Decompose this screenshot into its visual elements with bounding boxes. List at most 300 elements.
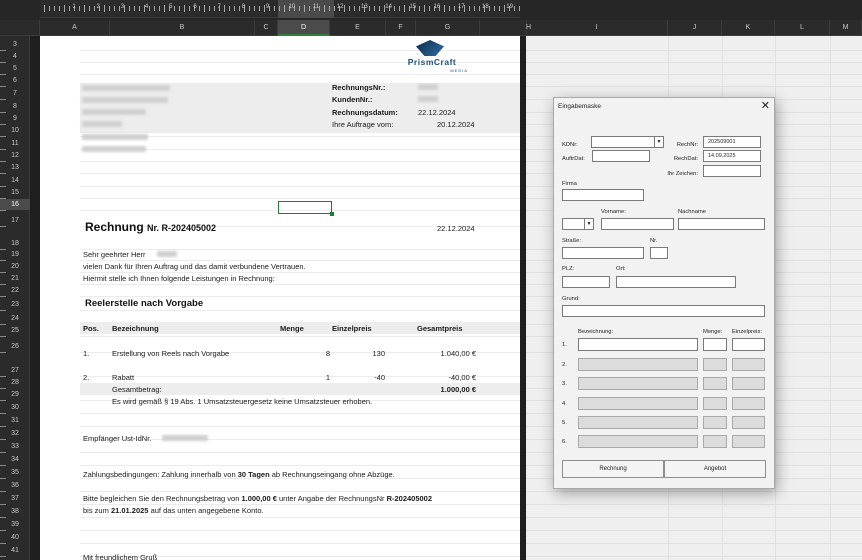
chevron-down-icon[interactable]: ▼ (654, 137, 663, 147)
row-header-39[interactable]: 39 (11, 521, 19, 528)
line-number: 4. (562, 401, 567, 407)
line-einzelpreis-input[interactable] (732, 338, 765, 351)
column-header-c[interactable]: C (255, 20, 278, 36)
ruler-tick (134, 6, 135, 11)
ruler-number: 2 (96, 4, 100, 10)
row-header-23[interactable]: 23 (11, 301, 19, 308)
row-header-9[interactable]: 9 (13, 115, 17, 122)
input-dialog (553, 97, 775, 489)
column-header-j[interactable]: J (668, 20, 722, 36)
ruler-tick (449, 6, 450, 11)
row-header-15[interactable]: 15 (11, 189, 19, 196)
ruler-tick (324, 5, 325, 12)
row-divider (0, 491, 6, 492)
redacted-address-5 (82, 134, 148, 140)
row-header-35[interactable]: 35 (11, 469, 19, 476)
row-divider (0, 465, 6, 466)
line-number: 1. (562, 342, 567, 348)
row-divider (0, 173, 6, 174)
line-number: 6. (562, 439, 567, 445)
redacted-address-2 (82, 97, 168, 103)
line-einzelpreis-input[interactable] (732, 377, 765, 390)
ruler-tick (249, 6, 250, 11)
row-divider (0, 226, 6, 227)
ruler-tick (454, 6, 455, 11)
ruler-tick (204, 5, 205, 12)
ruler-tick (279, 6, 280, 11)
ruler-tick (424, 5, 425, 12)
column-header (0, 20, 862, 36)
payment-request: Bitte begleichen Sie den Rechnungsbetrag von 1.000,00 € unter Angabe der RechnungsNr R-202405002 (83, 494, 433, 503)
row-divider (0, 543, 6, 544)
ruler-tick (69, 6, 70, 11)
ruler-tick (84, 5, 85, 12)
row2-einzel: -40 (374, 373, 385, 382)
auftrag-value: 20.12.2024 (437, 120, 475, 129)
ruler-tick (234, 6, 235, 11)
grund-input[interactable] (562, 305, 765, 317)
letter-line-1: vielen Dank für Ihren Auftrag und das damit verbundene Vertrauen. (83, 262, 306, 271)
column-header-m[interactable]: M (830, 20, 862, 36)
line-bezeichnung-input[interactable] (578, 416, 698, 429)
line-bezeichnung-input[interactable] (578, 435, 698, 448)
ruler-tick (89, 6, 90, 11)
redacted-address-3 (82, 109, 146, 115)
subject-heading: Reelerstelle nach Vorgabe (85, 298, 204, 309)
ruler-number: 12 (336, 4, 344, 10)
grid-line (80, 249, 520, 250)
ruler-tick (474, 6, 475, 11)
ruler-tick (214, 6, 215, 11)
ruler-tick (64, 5, 65, 12)
ruler-tick (49, 6, 50, 11)
grid-line (80, 491, 520, 492)
ruler-tick (174, 6, 175, 11)
grid-line (80, 310, 520, 311)
line-menge-input[interactable] (703, 338, 727, 351)
line-bezeichnung-input[interactable] (578, 377, 698, 390)
ruler-tick (104, 5, 105, 12)
ruler-tick (349, 6, 350, 11)
row-header-13[interactable]: 13 (11, 164, 19, 171)
row-header-37[interactable]: 37 (11, 495, 19, 502)
grid-line (80, 426, 520, 427)
row-divider (0, 352, 6, 353)
row-divider (0, 400, 6, 401)
einzelpreis-label: Einzelpreis: (732, 329, 762, 335)
row-header-5[interactable]: 5 (13, 65, 17, 72)
chevron-down-icon[interactable]: ▼ (584, 219, 593, 229)
ruler-tick (79, 6, 80, 11)
row-header-12[interactable]: 12 (11, 152, 19, 159)
rechnung-button[interactable]: Rechnung (562, 460, 664, 478)
row-divider (0, 99, 6, 100)
th-pos: Pos. (83, 324, 99, 333)
zeichen-input[interactable] (703, 165, 761, 177)
ruler-number: 1 (72, 4, 76, 10)
logo-sub: MEDIA (450, 68, 468, 73)
auftrdat-label: AuftrDat: (562, 156, 585, 162)
row1-menge: 8 (325, 349, 330, 358)
nr-input[interactable] (650, 247, 668, 259)
row-header-36[interactable]: 36 (11, 482, 19, 489)
auftrag-label: Ihre Auftrage vom: (332, 120, 394, 129)
strasse-input[interactable] (562, 247, 644, 259)
ruler-number: 14 (385, 4, 392, 10)
row2-pos: 2. (83, 373, 90, 382)
plz-input[interactable] (562, 276, 610, 288)
grid-line (775, 36, 776, 560)
grid-line (526, 504, 862, 505)
column-header-b[interactable]: B (110, 20, 255, 36)
row-header-11[interactable]: 11 (11, 140, 19, 147)
grid-line (80, 452, 520, 453)
ruler-tick (469, 6, 470, 11)
grid-line (80, 413, 520, 414)
logo-name: PrismCraft (407, 57, 457, 67)
logo-prism-icon (416, 40, 444, 56)
plz-label: PLZ: (562, 266, 575, 272)
horizontal-ruler (40, 0, 520, 18)
rechnr-input[interactable]: 202509001 (703, 136, 761, 148)
grid-line (80, 530, 520, 531)
nachname-label: Nachname (678, 209, 707, 215)
row-divider (0, 556, 6, 557)
ruler-tick (394, 6, 395, 11)
zeichen-label: Ihr Zeichen: (667, 171, 698, 177)
grid-line (80, 296, 520, 297)
grid-line (80, 465, 520, 466)
rechnungsdatum-value: 22.12.2024 (418, 108, 456, 117)
ruler-number: 11 (312, 4, 320, 10)
grid-line (830, 36, 831, 560)
th-menge: Menge (280, 324, 304, 333)
payment-deadline: bis zum 21.01.2025 auf das unten angegebene Konto. (83, 506, 264, 515)
row-divider (0, 296, 6, 297)
vorname-input[interactable] (601, 218, 674, 230)
grid-line (80, 272, 520, 273)
row-header-8[interactable]: 8 (13, 103, 17, 110)
row-header-25[interactable]: 25 (11, 327, 19, 334)
row-divider (0, 439, 6, 440)
active-cell[interactable] (278, 201, 332, 214)
ruler-tick (199, 6, 200, 11)
vorname-label: Vorname: (601, 209, 626, 215)
rechnungsnr-label: RechnungsNr.: (332, 83, 386, 92)
ruler-tick (319, 6, 320, 11)
rechdat-label: RechDat: (673, 156, 698, 162)
grid-line (80, 504, 520, 505)
th-gesamtpreis: Gesamtpreis (417, 324, 463, 333)
total-label: Gesamtbetrag: (112, 385, 162, 394)
ruler-tick (259, 6, 260, 11)
row-header-24[interactable]: 24 (11, 315, 19, 322)
row-divider (0, 136, 6, 137)
column-header-a[interactable]: A (40, 20, 110, 36)
ruler-tick (209, 6, 210, 11)
row-header-20[interactable]: 20 (11, 263, 19, 270)
ruler-tick (489, 6, 490, 11)
line-menge-input[interactable] (703, 416, 727, 429)
ruler-tick (329, 6, 330, 11)
ruler-tick (499, 6, 500, 11)
column-header-l[interactable]: L (775, 20, 830, 36)
row2-menge: 1 (325, 373, 330, 382)
row-header-22[interactable]: 22 (11, 287, 19, 294)
row-header-19[interactable]: 19 (11, 251, 19, 258)
ruler-tick (149, 6, 150, 11)
row-header-29[interactable]: 29 (11, 391, 19, 398)
row-header-30[interactable]: 30 (11, 404, 19, 411)
ruler-tick (274, 6, 275, 11)
ruler-tick (514, 6, 515, 11)
row-header-6[interactable]: 6 (13, 77, 17, 84)
line-number: 3. (562, 381, 567, 387)
letter-line-2: Hiermit stelle ich Ihnen folgende Leistungen in Rechnung: (83, 274, 275, 283)
ruler-tick (154, 6, 155, 11)
grid-line (526, 62, 862, 63)
column-header-g[interactable]: G (416, 20, 480, 36)
ruler-tick (179, 6, 180, 11)
kdnr-combobox[interactable] (591, 136, 664, 148)
close-icon[interactable]: ✕ (760, 100, 770, 112)
line-menge-input[interactable] (703, 358, 727, 371)
row-header-14[interactable]: 14 (11, 177, 19, 184)
line-number: 2. (562, 362, 567, 368)
nr-label: Nr. (650, 238, 658, 244)
ruler-tick (344, 5, 345, 12)
row2-bez: Rabatt (112, 373, 135, 382)
line-menge-input[interactable] (703, 435, 727, 448)
ruler-tick (184, 5, 185, 12)
ruler-tick (404, 5, 405, 12)
ruler-tick (229, 6, 230, 11)
redacted-name (157, 251, 177, 257)
kdnr-label: KDNr: (562, 142, 578, 148)
grid-line (526, 517, 862, 518)
ruler-tick (309, 6, 310, 11)
column-header-f[interactable]: F (386, 20, 416, 36)
row-header-41[interactable]: 41 (11, 547, 19, 554)
row1-pos: 1. (83, 349, 90, 358)
grid-line (80, 186, 520, 187)
row-divider (0, 452, 6, 453)
ruler-tick (504, 5, 505, 12)
ruler-tick (359, 6, 360, 11)
row1-einzel: 130 (372, 349, 385, 358)
grid-line (526, 530, 862, 531)
row-header-28[interactable]: 28 (11, 379, 19, 386)
row-divider (0, 86, 6, 87)
th-bezeichnung: Bezeichnung (112, 324, 159, 333)
ruler-tick (519, 6, 520, 11)
row1-bez: Erstellung von Reels nach Vorgabe (112, 349, 230, 358)
ruler-tick (114, 6, 115, 11)
ruler-tick (379, 6, 380, 11)
ruler-tick (264, 5, 265, 12)
line-einzelpreis-input[interactable] (732, 416, 765, 429)
ruler-number: 18 (482, 4, 489, 10)
grid-line (80, 74, 520, 75)
row-divider (0, 504, 6, 505)
row-divider (0, 530, 6, 531)
ruler-tick (94, 6, 95, 11)
grid-line (526, 543, 862, 544)
kundennr-label: KundenNr.: (332, 95, 373, 104)
row-header-3[interactable]: 3 (13, 41, 17, 48)
ruler-number: 8 (241, 4, 246, 10)
row1-gesamt: 1.040,00 € (440, 349, 476, 358)
grid-line (80, 149, 520, 150)
ruler-tick (399, 6, 400, 11)
ruler-tick (284, 5, 285, 12)
ruler-tick (354, 6, 355, 11)
ruler-number: 13 (361, 4, 368, 10)
grid-line (80, 336, 520, 337)
row-divider (0, 517, 6, 518)
row-header-34[interactable]: 34 (11, 456, 19, 463)
strasse-label: Straße: (562, 238, 582, 244)
line-bezeichnung-input[interactable] (578, 358, 698, 371)
ruler-tick (479, 6, 480, 11)
ruler-number: 19 (506, 4, 513, 10)
ort-input[interactable] (616, 276, 736, 288)
invoice-number: Nr. R-202405002 (147, 223, 217, 233)
row-header (0, 36, 30, 560)
ruler-number: 5 (169, 4, 173, 10)
rechnungsdatum-label: Rechnungsdatum: (332, 108, 398, 117)
ruler-tick (44, 5, 45, 12)
redacted-address-4 (82, 121, 122, 127)
ruler-tick (369, 6, 370, 11)
grund-label: Grund: (562, 296, 580, 302)
select-all-corner[interactable] (0, 20, 40, 36)
row-divider (0, 310, 6, 311)
line-einzelpreis-input[interactable] (732, 435, 765, 448)
page-gutter (30, 36, 40, 560)
row-header-4[interactable]: 4 (13, 53, 17, 60)
column-header-k[interactable]: K (722, 20, 775, 36)
rechnr-label: RechNr: (676, 142, 698, 148)
row2-gesamt: -40,00 € (448, 373, 476, 382)
ruler-number: 7 (217, 4, 221, 10)
grid-line (80, 543, 520, 544)
ruler-number: 17 (457, 4, 465, 10)
line-menge-input[interactable] (703, 377, 727, 390)
grid-line (526, 50, 862, 51)
ruler-tick (159, 6, 160, 11)
row-header-7[interactable]: 7 (13, 90, 17, 97)
ruler-selection-highlight (278, 0, 334, 18)
redacted-kundennr (418, 96, 438, 102)
total-value: 1.000,00 € (440, 385, 476, 394)
row-header-16[interactable]: 16 (0, 199, 30, 210)
invoice-date: 22.12.2024 (437, 224, 475, 233)
ruler-tick (304, 5, 305, 12)
ruler-number: 10 (288, 4, 296, 10)
ruler-number: 9 (265, 4, 270, 10)
row-header-26[interactable]: 26 (11, 343, 19, 350)
column-header-d[interactable]: D (278, 20, 330, 36)
row-divider (0, 413, 6, 414)
redacted-address-1 (82, 85, 170, 91)
ruler-tick (189, 6, 190, 11)
row-divider (0, 426, 6, 427)
ruler-tick (124, 5, 125, 12)
row-header-40[interactable]: 40 (11, 534, 19, 541)
nachname-input[interactable] (678, 218, 765, 230)
line-number: 5. (562, 420, 567, 426)
row-header-18[interactable]: 18 (11, 240, 19, 247)
line-menge-input[interactable] (703, 397, 727, 410)
company-logo (396, 40, 468, 74)
row-header-33[interactable]: 33 (11, 443, 19, 450)
anrede-combobox[interactable] (562, 218, 594, 230)
row-header-38[interactable]: 38 (11, 508, 19, 515)
firma-label: Firma (562, 181, 577, 187)
line-bezeichnung-input[interactable] (578, 397, 698, 410)
invoice-page[interactable] (40, 36, 520, 560)
row-header-17[interactable]: 17 (11, 217, 19, 224)
th-einzelpreis: Einzelpreis (332, 324, 372, 333)
grid-line (80, 198, 520, 199)
column-header-e[interactable]: E (330, 20, 386, 36)
ort-label: Ort: (616, 266, 626, 272)
column-header-i[interactable]: I (526, 20, 668, 36)
line-einzelpreis-input[interactable] (732, 397, 765, 410)
line-einzelpreis-input[interactable] (732, 358, 765, 371)
ruler-tick (139, 6, 140, 11)
grid-line (80, 173, 520, 174)
ruler-tick (444, 5, 445, 12)
row-header-31[interactable]: 31 (11, 417, 19, 424)
row-header-27[interactable]: 27 (11, 367, 19, 374)
grid-line (80, 517, 520, 518)
bezeichnung-label: Bezeichnung: (578, 329, 614, 335)
ruler-tick (254, 6, 255, 11)
grid-line (526, 86, 862, 87)
auftrdat-input[interactable] (592, 150, 650, 162)
redacted-ust (162, 435, 208, 441)
grid-line (526, 74, 862, 75)
firma-input[interactable] (562, 189, 644, 201)
ruler-tick (334, 6, 335, 11)
grid-line (80, 284, 520, 285)
ruler-tick (59, 6, 60, 11)
ruler-tick (494, 6, 495, 11)
rechdat-input[interactable]: 14.09.2025 (703, 150, 761, 162)
payment-terms: Zahlungsbedingungen: Zahlung innerhalb von 30 Tagen ab Rechnungseingang ohne Abzüge. (83, 470, 395, 479)
row-header-10[interactable]: 10 (11, 127, 19, 134)
dialog-title: Eingabemaske (558, 103, 601, 110)
ruler-tick (109, 6, 110, 11)
row-divider (0, 210, 6, 211)
row-header-32[interactable]: 32 (11, 430, 19, 437)
row-divider (0, 478, 6, 479)
ruler-tick (429, 6, 430, 11)
row-header-21[interactable]: 21 (11, 275, 19, 282)
ruler-tick (299, 6, 300, 11)
line-bezeichnung-input[interactable] (578, 338, 698, 351)
redacted-rechnungsnr (418, 84, 438, 90)
ruler-tick (239, 6, 240, 11)
ruler-number: 6 (193, 4, 197, 10)
ruler-number: 15 (409, 4, 417, 10)
menge-label: Menge: (703, 329, 723, 335)
grid-line (526, 491, 862, 492)
column-header-h[interactable]: H (526, 20, 527, 36)
angebot-button[interactable]: Angebot (664, 460, 766, 478)
